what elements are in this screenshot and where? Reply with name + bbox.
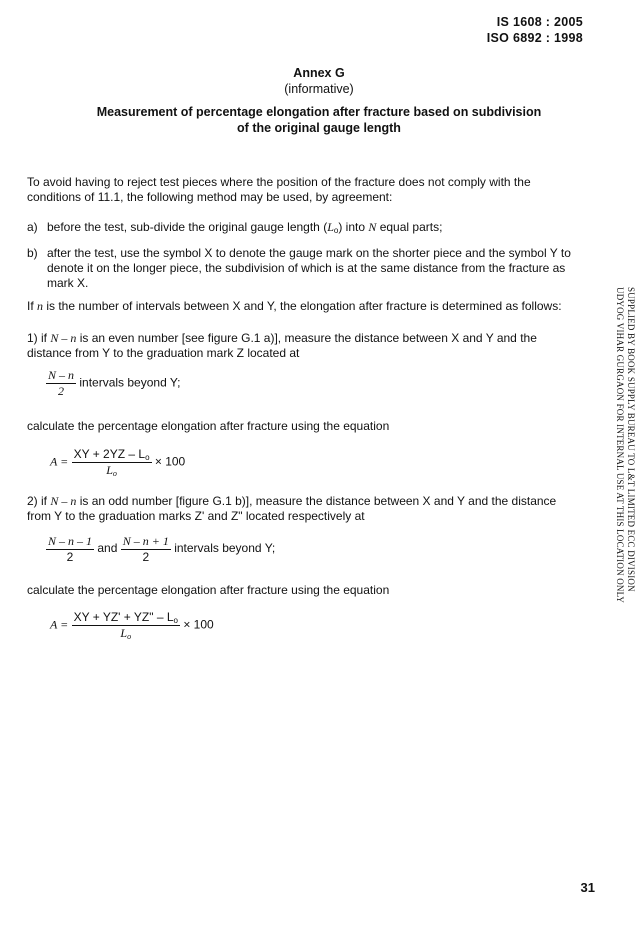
case1-frac-den: 2 xyxy=(58,384,64,398)
eq1-den-sub: o xyxy=(112,469,117,478)
n-paragraph xyxy=(27,299,592,314)
case1-var: N – n xyxy=(50,331,77,345)
item-a-label: a) xyxy=(27,220,38,234)
eq1-lhs: A = xyxy=(50,454,69,469)
n-para-post: is the number of intervals between X and Y, the elongation after fracture is determined as follows: xyxy=(43,299,562,313)
eq2-num-sub: o xyxy=(173,616,178,625)
case1-line2: distance from Y to the graduation mark Z located at xyxy=(27,346,300,360)
case2-line1 xyxy=(27,494,592,509)
intro-paragraph xyxy=(27,175,592,205)
case2-fraction-2 xyxy=(121,534,171,564)
case2-frac2-den: 2 xyxy=(142,550,150,564)
case1-frac-num: N – n xyxy=(48,368,75,382)
case2-paragraph xyxy=(27,494,592,524)
eq1-den-text: L xyxy=(106,463,113,477)
case1-fraction-block xyxy=(46,368,180,399)
equation-1 xyxy=(50,447,185,478)
eq1-num-sub: o xyxy=(145,453,150,462)
eq1-num-text: XY + 2YZ – L xyxy=(73,447,146,461)
eq1-multiplier: × 100 xyxy=(154,454,186,469)
eq1-numerator xyxy=(72,447,152,463)
case2-post: is an odd number [figure G.1 b)], measure the distance between X and Y and the distance xyxy=(76,494,557,508)
item-a-sub: o xyxy=(333,226,339,235)
section-heading xyxy=(0,104,638,136)
watermark-line2: UDYOG VIHAR GURGAON FOR INTERNAL USE AT THIS LOCATION ONLY xyxy=(615,287,625,604)
eq1-denominator xyxy=(72,463,152,478)
eq2-multiplier: × 100 xyxy=(183,617,214,632)
item-a-mid: ) into xyxy=(338,220,369,234)
supply-watermark xyxy=(606,287,636,617)
item-b-line3: mark X. xyxy=(47,276,89,290)
case2-pre: 2) if xyxy=(27,494,51,508)
intro-line1: To avoid having to reject test pieces where the position of the fracture does not comply with the xyxy=(27,175,531,189)
standard-number-is: IS 1608 : 2005 xyxy=(496,15,583,29)
item-a-text xyxy=(47,220,587,238)
n-para-pre: If xyxy=(27,299,38,313)
watermark-line1: SUPPLIED BY BOOK SUPPLY BUREAU TO L&T LIMITED ECC DIVISION xyxy=(626,287,636,592)
case2-var: N – n xyxy=(50,494,77,508)
case2-and: and xyxy=(97,541,118,556)
item-a-N: N xyxy=(368,220,377,234)
case1-frac-text: intervals beyond Y; xyxy=(79,375,181,390)
eq2-den-sub: o xyxy=(127,632,132,641)
case2-frac1-den: 2 xyxy=(66,550,74,564)
eq2-num-text: XY + YZ' + YZ" – L xyxy=(73,610,174,624)
case1-calc: calculate the percentage elongation after fracture using the equation xyxy=(27,419,390,433)
equation-2 xyxy=(50,610,214,641)
eq2-den-text: L xyxy=(120,626,128,640)
standard-number-iso: ISO 6892 : 1998 xyxy=(486,31,583,45)
case2-frac1-num: N – n – 1 xyxy=(48,534,93,548)
item-b-text xyxy=(47,246,587,291)
case2-fraction-1 xyxy=(46,534,94,564)
section-heading-line2: of the original gauge length xyxy=(237,121,401,135)
eq2-fraction xyxy=(72,610,180,641)
case2-fraction-block xyxy=(46,534,275,564)
case1-post: is an even number [see figure G.1 a)], measure the distance between X and Y and the xyxy=(76,331,537,345)
intro-line2: conditions of 11.1, the following method may be used, by agreement: xyxy=(27,190,393,204)
case2-calc: calculate the percentage elongation after fracture using the equation xyxy=(27,583,390,597)
standard-number xyxy=(487,14,583,46)
eq2-denominator xyxy=(72,626,180,641)
case2-frac2-num: N – n + 1 xyxy=(122,534,169,548)
case2-frac-text: intervals beyond Y; xyxy=(174,541,276,556)
case1-paragraph xyxy=(27,331,592,361)
annex-subtitle: (informative) xyxy=(284,82,354,96)
case1-pre: 1) if xyxy=(27,331,51,345)
n-para-n: n xyxy=(37,299,44,313)
item-b-line2: denote it on the longer piece, the subdivision of which is at the same distance from the fracture as xyxy=(47,261,566,275)
eq2-lhs: A = xyxy=(50,617,69,632)
item-a-post: equal parts; xyxy=(376,220,443,234)
item-a-L: L xyxy=(327,220,334,234)
item-b-line1: after the test, use the symbol X to denote the gauge mark on the shorter piece and the symbol Y to xyxy=(47,246,571,260)
case1-line1 xyxy=(27,331,592,346)
section-heading-line1: Measurement of percentage elongation after fracture based on subdivision xyxy=(96,105,542,119)
eq1-fraction xyxy=(72,447,152,478)
item-a-pre: before the test, sub-divide the original gauge length ( xyxy=(47,220,328,234)
page-number: 31 xyxy=(580,880,595,895)
case2-line2: from Y to the graduation marks Z' and Z" located respectively at xyxy=(27,509,365,523)
case1-fraction xyxy=(46,368,76,399)
eq2-numerator xyxy=(72,610,180,626)
item-b-label: b) xyxy=(27,246,38,260)
annex-title: Annex G xyxy=(293,66,345,80)
